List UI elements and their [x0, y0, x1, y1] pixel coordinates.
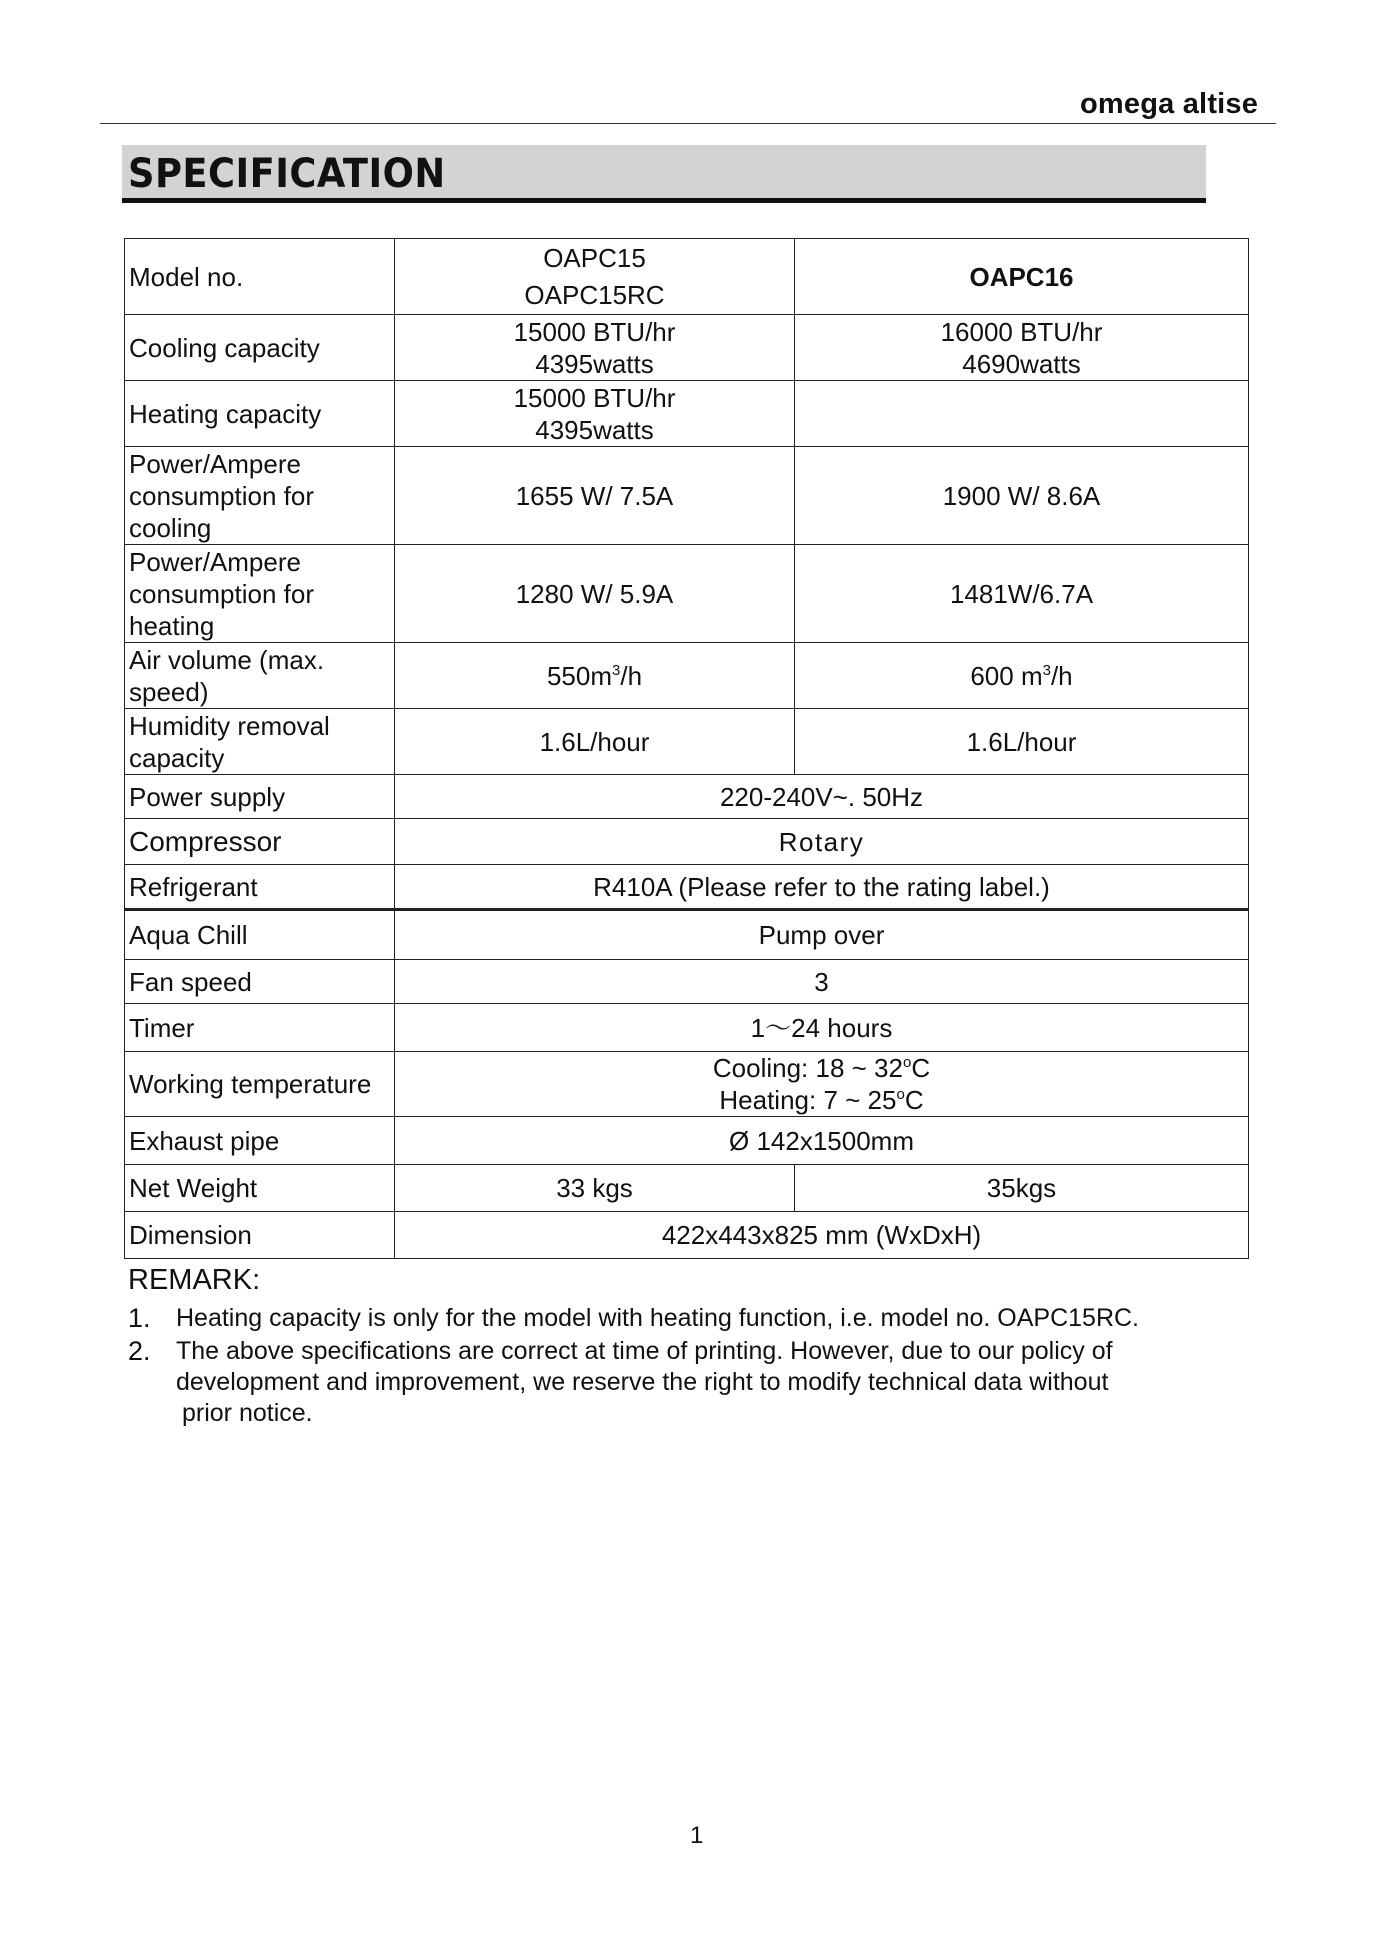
label-line: cooling	[129, 512, 212, 543]
unit-superscript: 3	[612, 661, 621, 679]
remark-text	[176, 1336, 1256, 1429]
label-line: speed)	[129, 676, 209, 707]
cell-line: OAPC15RC	[524, 280, 665, 310]
table-row	[125, 1117, 1249, 1165]
row-label: Net Weight	[125, 1165, 395, 1212]
row-label: Exhaust pipe	[125, 1117, 395, 1165]
remark-line: Heating capacity is only for the model with heating function, i.e. model no. OAPC15RC.	[176, 1304, 1140, 1332]
row-label: Fan speed	[125, 960, 395, 1004]
table-cell: 1481W/6.7A	[795, 545, 1249, 643]
table-cell: Ø 142x1500mm	[395, 1117, 1249, 1165]
table-row	[125, 1212, 1249, 1259]
remark-line: The above specifications are correct at time of printing. However, due to our policy of	[176, 1337, 1113, 1365]
row-label: Aqua Chill	[125, 910, 395, 960]
row-label	[125, 545, 395, 643]
page-number: 1	[690, 1822, 704, 1849]
table-cell	[795, 315, 1249, 381]
air-volume-value: 550m	[546, 660, 612, 691]
table-cell: OAPC16	[795, 239, 1249, 315]
label-line: Air volume (max.	[129, 644, 325, 675]
row-label	[125, 643, 395, 709]
table-cell	[395, 381, 795, 447]
table-cell: Pump over	[395, 910, 1249, 960]
cell-line: 4395watts	[535, 414, 654, 445]
row-label: Power supply	[125, 775, 395, 819]
table-cell: 1～24 hours	[395, 1004, 1249, 1052]
table-row	[125, 1004, 1249, 1052]
row-label: Timer	[125, 1004, 395, 1052]
label-line: heating	[129, 610, 215, 641]
degree-superscript: o	[902, 1054, 912, 1071]
remark-text	[176, 1303, 1256, 1334]
table-cell: 1.6L/hour	[795, 709, 1249, 775]
table-row	[125, 960, 1249, 1004]
table-cell	[795, 643, 1249, 709]
header-rule	[100, 123, 1276, 124]
remark-item	[128, 1303, 1248, 1335]
table-cell: 35kgs	[795, 1165, 1249, 1212]
table-row	[125, 865, 1249, 910]
cell-line: 16000 BTU/hr	[940, 316, 1103, 347]
cell-line: 15000 BTU/hr	[513, 316, 676, 347]
table-row	[125, 819, 1249, 865]
unit-superscript: 3	[1042, 661, 1051, 679]
row-label	[125, 447, 395, 545]
remark-line: development and improvement, we reserve the right to modify technical data without	[176, 1368, 1109, 1396]
table-cell	[395, 239, 795, 315]
table-cell	[395, 643, 795, 709]
cell-line: 4690watts	[962, 348, 1081, 379]
cell-line: OAPC15	[543, 243, 646, 273]
table-cell: 33 kgs	[395, 1165, 795, 1212]
table-cell: Rotary	[395, 819, 1249, 865]
table-cell: 1280 W/ 5.9A	[395, 545, 795, 643]
label-line: Power/Ampere	[129, 546, 301, 577]
label-line: Humidity removal	[129, 710, 330, 741]
heating-unit: C	[904, 1085, 924, 1115]
cell-line: 15000 BTU/hr	[513, 382, 676, 413]
table-cell: 3	[395, 960, 1249, 1004]
table-cell: 220-240V~. 50Hz	[395, 775, 1249, 819]
table-cell	[395, 315, 795, 381]
remark-title: REMARK:	[128, 1264, 261, 1296]
section-heading: SPECIFICATION	[128, 151, 446, 197]
table-row	[125, 315, 1249, 381]
row-label: Refrigerant	[125, 865, 395, 910]
air-volume-unit: /h	[620, 660, 643, 691]
degree-superscript: o	[896, 1086, 905, 1103]
table-row	[125, 545, 1249, 643]
row-label	[125, 709, 395, 775]
remark-item	[128, 1336, 1248, 1432]
specification-table	[124, 238, 1249, 1259]
cooling-unit: C	[911, 1053, 931, 1083]
table-row	[125, 1165, 1249, 1212]
section-heading-bar	[122, 145, 1206, 203]
table-cell: R410A (Please refer to the rating label.)	[395, 865, 1249, 910]
table-cell: 422x443x825 mm (WxDxH)	[395, 1212, 1249, 1259]
label-line: capacity	[129, 742, 225, 773]
table-cell: 1.6L/hour	[395, 709, 795, 775]
air-volume-unit: /h	[1050, 660, 1073, 691]
table-row	[125, 239, 1249, 315]
table-row	[125, 381, 1249, 447]
table-row	[125, 447, 1249, 545]
air-volume-value: 600 m	[970, 660, 1043, 691]
label-line: consumption for	[129, 480, 314, 511]
brand-name: omega altise	[1080, 88, 1259, 120]
cell-line: 4395watts	[535, 348, 654, 379]
table-row	[125, 775, 1249, 819]
label-line: consumption for	[129, 578, 314, 609]
table-row	[125, 910, 1249, 960]
table-row	[125, 1052, 1249, 1117]
table-cell	[795, 381, 1249, 447]
row-label: Working temperature	[125, 1052, 395, 1117]
heating-range: Heating: 7 ~ 25	[719, 1085, 897, 1115]
remark-number: 2.	[128, 1336, 151, 1366]
cooling-range: Cooling: 18 ~ 32	[712, 1053, 903, 1083]
table-cell: 1655 W/ 7.5A	[395, 447, 795, 545]
row-label: Model no.	[125, 239, 395, 315]
table-row	[125, 709, 1249, 775]
cell-line	[399, 1084, 1244, 1116]
remark-line: prior notice.	[182, 1399, 313, 1427]
table-cell	[395, 1052, 1249, 1117]
row-label: Dimension	[125, 1212, 395, 1259]
row-label: Cooling capacity	[125, 315, 395, 381]
label-line: Power/Ampere	[129, 448, 301, 479]
remark-number: 1.	[128, 1303, 151, 1333]
row-label: Compressor	[125, 819, 395, 865]
cell-line	[399, 1052, 1244, 1084]
table-row	[125, 643, 1249, 709]
table-cell: 1900 W/ 8.6A	[795, 447, 1249, 545]
row-label: Heating capacity	[125, 381, 395, 447]
